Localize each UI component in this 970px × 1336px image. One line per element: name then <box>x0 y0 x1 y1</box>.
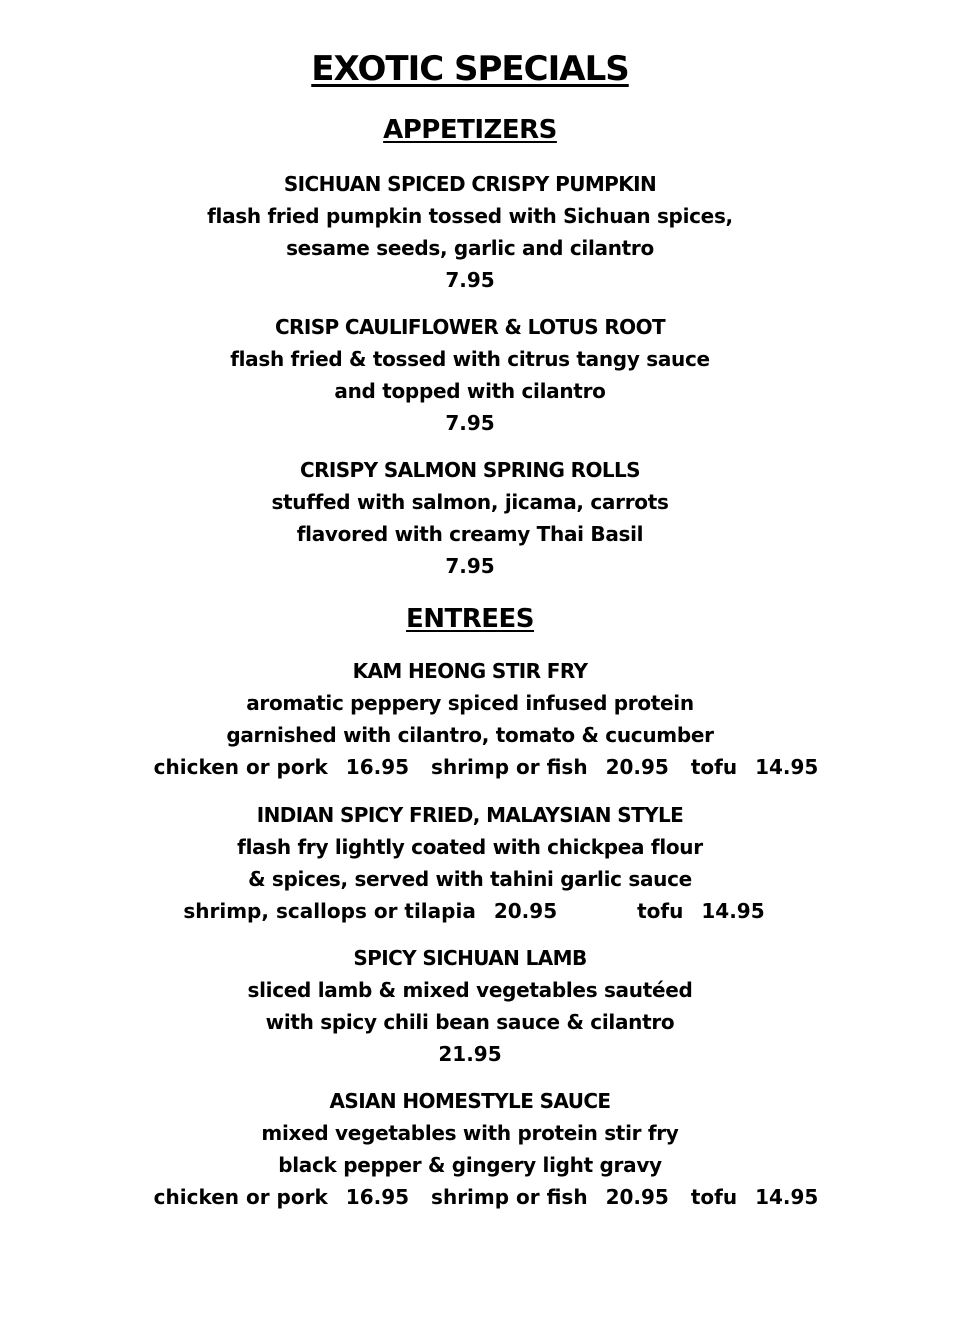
menu-item-kam-heong <box>0 656 940 783</box>
item-description-line: mixed vegetables with protein stir fry <box>261 1121 679 1145</box>
option-price: 14.95 <box>701 899 765 923</box>
item-name: ASIAN HOMESTYLE SAUCE <box>329 1089 611 1113</box>
item-description-line: flash fry lightly coated with chickpea flour <box>237 835 703 859</box>
item-description-line: garnished with cilantro, tomato & cucumber <box>226 723 714 747</box>
menu-item-salmon-spring-rolls <box>0 455 940 582</box>
item-name: SICHUAN SPICED CRISPY PUMPKIN <box>283 172 657 196</box>
item-price: 7.95 <box>445 268 495 292</box>
page-title: EXOTIC SPECIALS <box>311 49 629 89</box>
item-description-line: stuffed with salmon, jicama, carrots <box>271 490 669 514</box>
section-title-appetizers: APPETIZERS <box>383 115 557 145</box>
item-description-line: aromatic peppery spiced infused protein <box>246 691 694 715</box>
item-price: 7.95 <box>445 554 495 578</box>
item-name: KAM HEONG STIR FRY <box>352 659 588 683</box>
section-title-entrees: ENTREES <box>405 604 535 634</box>
item-description-line: & spices, served with tahini garlic sauce <box>248 867 692 891</box>
item-description-line: sliced lamb & mixed vegetables sautéed <box>247 978 693 1002</box>
item-description-line: and topped with cilantro <box>334 379 606 403</box>
option-label: shrimp or fish <box>431 755 588 779</box>
item-description-line: with spicy chili bean sauce & cilantro <box>265 1010 675 1034</box>
item-name: INDIAN SPICY FRIED, MALAYSIAN STYLE <box>256 803 684 827</box>
menu-item-sichuan-lamb <box>0 943 940 1070</box>
item-name: CRISPY SALMON SPRING ROLLS <box>300 458 640 482</box>
item-description-line: sesame seeds, garlic and cilantro <box>286 236 654 260</box>
menu-item-indian-spicy-fried <box>0 800 940 927</box>
price-options-row <box>8 895 940 927</box>
option-label: shrimp or fish <box>431 1185 588 1209</box>
option-price: 14.95 <box>755 755 819 779</box>
menu-item-sichuan-pumpkin <box>0 169 940 296</box>
option-label: tofu <box>690 1185 738 1209</box>
option-label: tofu <box>690 755 738 779</box>
item-price: 7.95 <box>445 411 495 435</box>
item-name: CRISP CAULIFLOWER & LOTUS ROOT <box>274 315 666 339</box>
item-price: 21.95 <box>438 1042 502 1066</box>
item-description-line: flash fried pumpkin tossed with Sichuan spices, <box>207 204 733 228</box>
option-label: chicken or pork <box>153 1185 328 1209</box>
option-label: shrimp, scallops or tilapia <box>183 899 476 923</box>
option-price: 16.95 <box>345 755 410 779</box>
price-options-row <box>32 1181 940 1213</box>
item-description-line: flash fried & tossed with citrus tangy sauce <box>230 347 710 371</box>
price-options-row <box>32 751 940 783</box>
option-price: 20.95 <box>605 1185 669 1209</box>
option-label: tofu <box>637 899 684 923</box>
item-description-line: black pepper & gingery light gravy <box>278 1153 662 1177</box>
item-name: SPICY SICHUAN LAMB <box>353 946 587 970</box>
option-price: 16.95 <box>345 1185 410 1209</box>
option-price: 14.95 <box>755 1185 819 1209</box>
item-description-line: flavored with creamy Thai Basil <box>296 522 644 546</box>
option-price: 20.95 <box>605 755 669 779</box>
option-price: 20.95 <box>493 899 558 923</box>
menu-item-asian-homestyle <box>0 1086 940 1213</box>
menu-item-cauliflower-lotus <box>0 312 940 439</box>
option-label: chicken or pork <box>153 755 328 779</box>
